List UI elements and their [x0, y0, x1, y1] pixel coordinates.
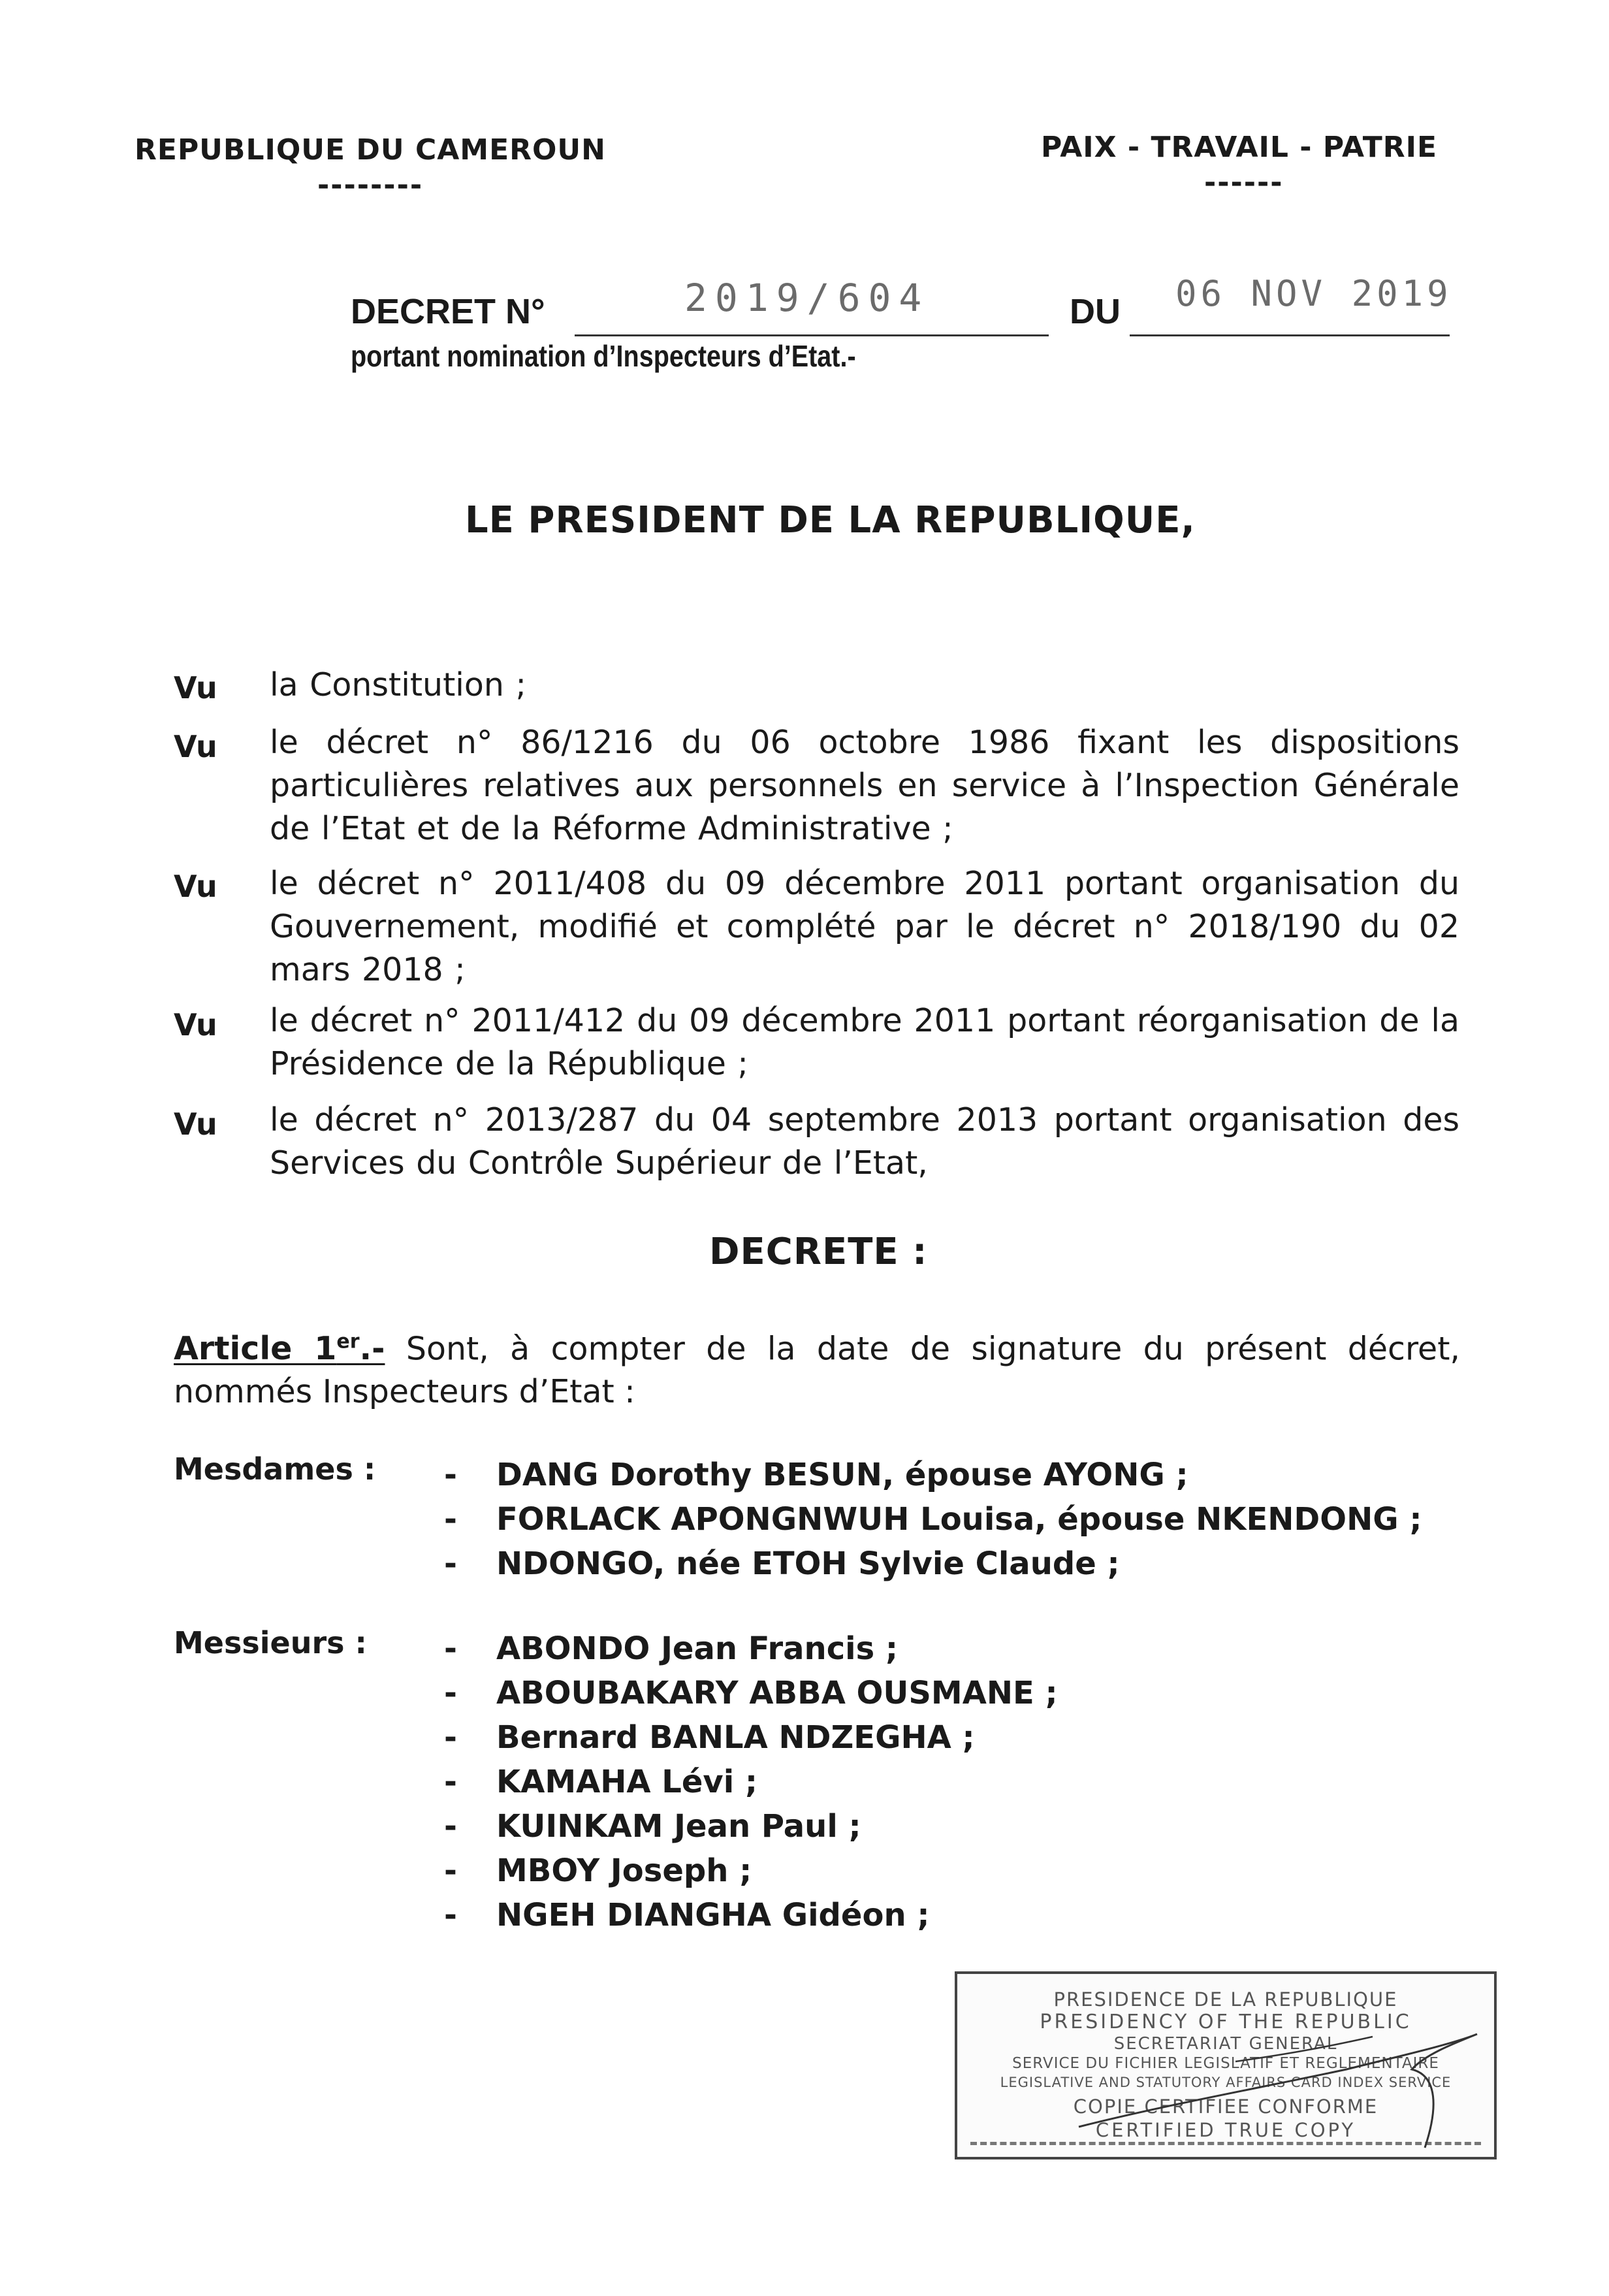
list-item: - NDONGO, née ETOH Sylvie Claude ; [444, 1542, 1422, 1586]
consideration-text: le décret n° 2013/287 du 04 septembre 2013 portant organisation des Services du Contrôle Supérieur de l’Etat, [270, 1101, 1459, 1182]
group-label-messieurs: Messieurs : [174, 1625, 367, 1660]
consideration-text: la Constitution ; [270, 666, 527, 703]
decree-date-value: 06 NOV 2019 [1175, 273, 1452, 314]
vu-label: Vu [174, 1107, 217, 1142]
list-item: - KAMAHA Lévi ; [444, 1760, 1058, 1804]
list-item: - ABOUBAKARY ABBA OUSMANE ; [444, 1671, 1058, 1715]
consideration-text: le décret n° 86/1216 du 06 octobre 1986 fixant les dispositions particulières relatives aux personnels en service à l’Inspection Générale de l’Etat et de la Réforme Administrative ; [270, 724, 1459, 847]
article-label: Article 1er.- [174, 1330, 385, 1368]
list-item: - FORLACK APONGNWUH Louisa, épouse NKENDONG ; [444, 1497, 1422, 1542]
decree-number-label: DECRET N° [351, 292, 545, 331]
decree-date-label: DU [1070, 292, 1121, 331]
names-list-messieurs [444, 1626, 1058, 1937]
vu-label: Vu [174, 869, 217, 904]
vu-label: Vu [174, 670, 217, 705]
header-left-dashes: -------- [317, 169, 424, 202]
stamp-line: CERTIFIED TRUE COPY [1095, 2119, 1356, 2141]
stamp-line: PRESIDENCE DE LA REPUBLIQUE [1053, 1988, 1398, 2011]
president-title: LE PRESIDENT DE LA REPUBLIQUE, [465, 499, 1196, 542]
stamp-line: LEGISLATIVE AND STATUTORY AFFAIRS CARD INDEX SERVICE [1000, 2075, 1452, 2090]
list-item: - ABONDO Jean Francis ; [444, 1626, 1058, 1671]
stamp-dashed-border [970, 2142, 1481, 2145]
decree-number-value: 2019/604 [684, 276, 930, 320]
certified-copy-stamp [955, 1971, 1497, 2159]
stamp-line: COPIE CERTIFIEE CONFORME [1073, 2095, 1378, 2118]
stamp-line: PRESIDENCY OF THE REPUBLIC [1040, 2011, 1412, 2033]
consideration-text: le décret n° 2011/408 du 09 décembre 2011 portant organisation du Gouvernement, modifié et complété par le décret n° 2018/190 du 02 mars 2018 ; [270, 865, 1459, 988]
names-list-mesdames [444, 1453, 1422, 1586]
list-item: - Bernard BANLA NDZEGHA ; [444, 1715, 1058, 1760]
list-item: - KUINKAM Jean Paul ; [444, 1804, 1058, 1849]
decree-date-underline [1130, 334, 1450, 336]
decree-subtitle: portant nomination d’Inspecteurs d’Etat.- [351, 339, 856, 373]
article-text: Sont, à compter de la date de signature du présent décret, nommés Inspecteurs d’Etat : [174, 1330, 1460, 1411]
list-item: - MBOY Joseph ; [444, 1849, 1058, 1893]
list-item: - DANG Dorothy BESUN, épouse AYONG ; [444, 1453, 1422, 1497]
header-right-dashes: ------ [1204, 166, 1284, 199]
list-item: - NGEH DIANGHA Gidéon ; [444, 1893, 1058, 1937]
vu-label: Vu [174, 1007, 217, 1043]
header-right-title: PAIX - TRAVAIL - PATRIE [1041, 131, 1438, 164]
group-label-mesdames: Mesdames : [174, 1451, 376, 1487]
header-left-title: REPUBLIQUE DU CAMEROUN [135, 133, 606, 167]
vu-label: Vu [174, 729, 217, 764]
consideration-text: le décret n° 2011/412 du 09 décembre 2011 portant réorganisation de la Présidence de la République ; [270, 1002, 1459, 1082]
stamp-line: SECRETARIAT GENERAL [1113, 2034, 1338, 2054]
decree-number-underline [575, 334, 1049, 336]
article-1 [174, 1321, 1460, 1414]
stamp-line: SERVICE DU FICHIER LEGISLATIF ET REGLEMENTAIRE [1012, 2055, 1439, 2072]
decrete-title: DECRETE : [709, 1231, 928, 1273]
